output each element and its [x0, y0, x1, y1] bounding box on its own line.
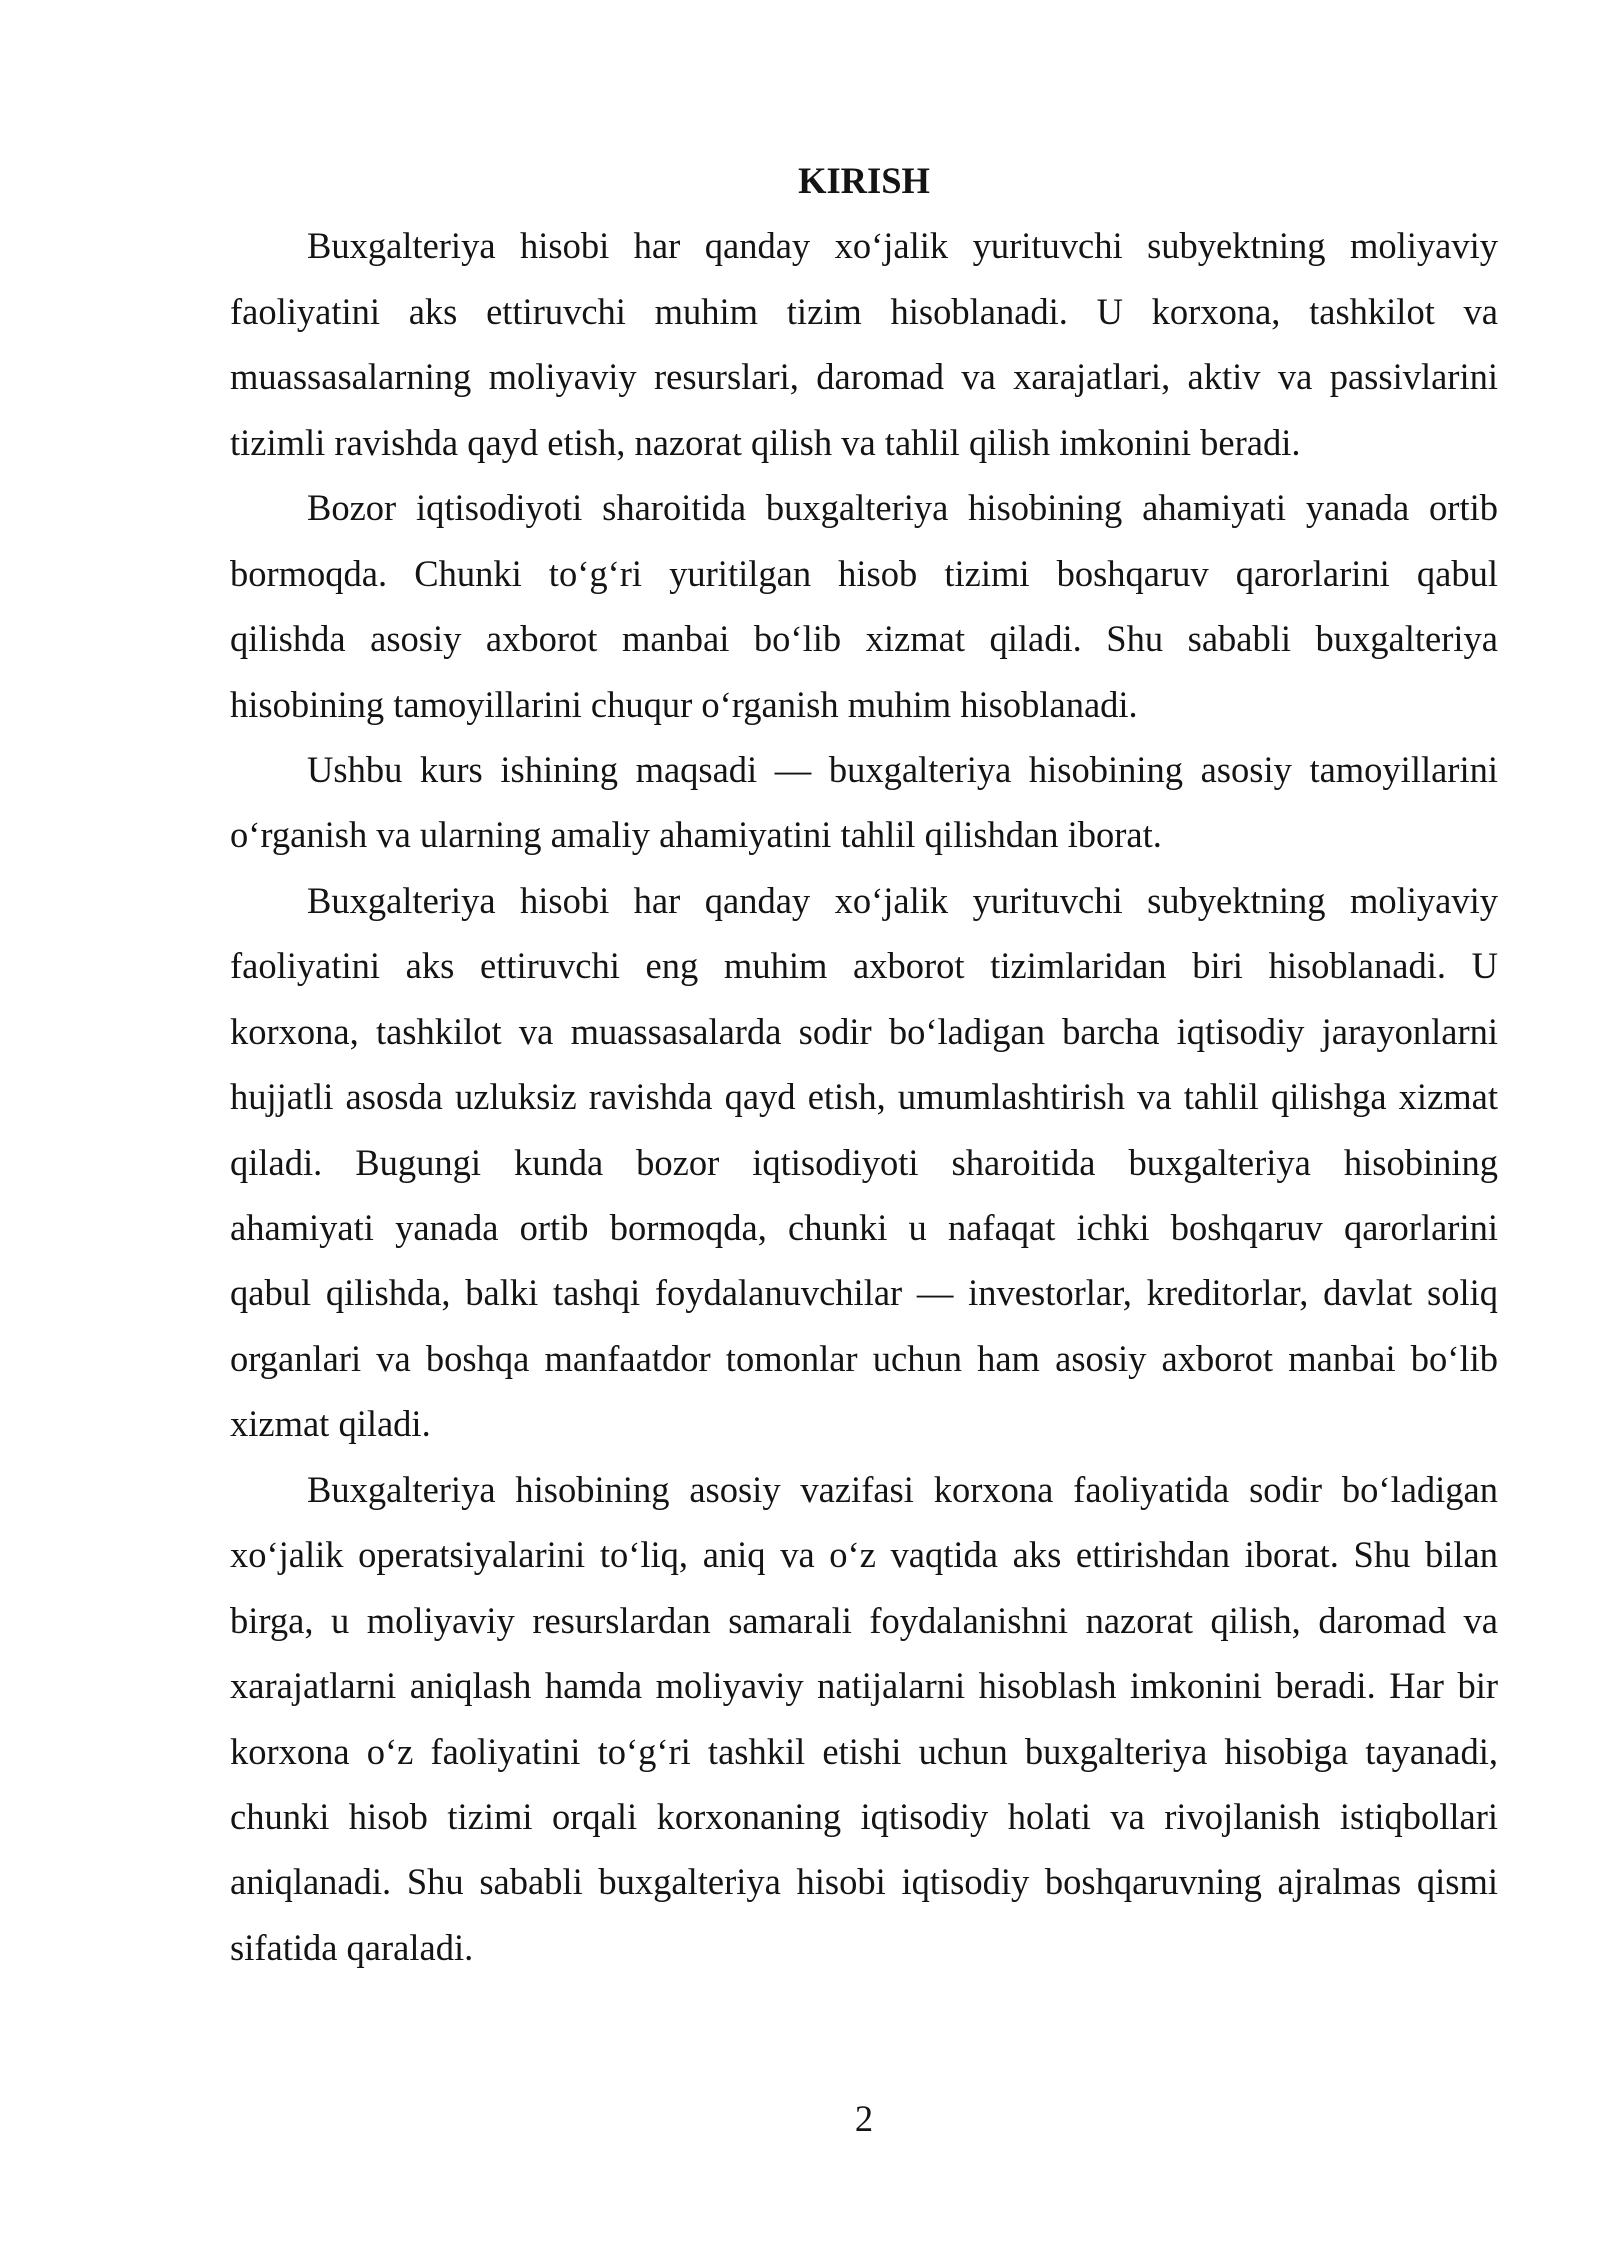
text-line: Ushbu kurs ishining maqsadi — buxgalteriya hisobining asosiy tamoyillarini [307, 748, 1498, 790]
paragraph-4 [230, 868, 1498, 1457]
text-line: organlari va boshqa manfaatdor tomonlar uchun ham asosiy axborot manbai bo‘lib [230, 1337, 1498, 1379]
text-line: Buxgalteriya hisobining asosiy vazifasi korxona faoliyatida sodir bo‘ladigan [307, 1468, 1498, 1510]
text-line: xarajatlarni aniqlash hamda moliyaviy natijalarni hisoblash imkonini beradi. Har bir [230, 1665, 1498, 1707]
paragraph-2 [230, 475, 1498, 737]
paragraph-3 [230, 737, 1498, 868]
text-line: o‘rganish va ularning amaliy ahamiyatini tahlil qilishdan iborat. [230, 814, 1162, 856]
text-line: faoliyatini aks ettiruvchi eng muhim axborot tizimlaridan biri hisoblanadi. U [230, 945, 1498, 987]
text-line: Buxgalteriya hisobi har qanday xo‘jalik yurituvchi subyektning moliyaviy [307, 225, 1498, 267]
page-number: 2 [854, 2098, 874, 2139]
text-line: tizimli ravishda qayd etish, nazorat qilish va tahlil qilish imkonini beradi. [230, 421, 1301, 463]
text-line: qiladi. Bugungi kunda bozor iqtisodiyoti sharoitida buxgalteriya hisobining [230, 1141, 1498, 1183]
page-title: KIRISH [798, 160, 930, 201]
text-line: korxona, tashkilot va muassasalarda sodir bo‘ladigan barcha iqtisodiy jarayonlarni [230, 1010, 1498, 1052]
paragraph-1 [230, 213, 1498, 475]
text-line: hisobining tamoyillarini chuqur o‘rganish muhim hisoblanadi. [230, 683, 1138, 725]
text-line: ahamiyati yanada ortib bormoqda, chunki u nafaqat ichki boshqaruv qarorlarini [230, 1207, 1498, 1248]
text-line: qilishda asosiy axborot manbai bo‘lib xizmat qiladi. Shu sababli buxgalteriya [230, 618, 1498, 660]
text-line: chunki hisob tizimi orqali korxonaning iqtisodiy holati va rivojlanish istiqbollari [230, 1795, 1498, 1837]
text-line: birga, u moliyaviy resurslardan samarali foydalanishni nazorat qilish, daromad va [230, 1599, 1498, 1641]
paragraph-5 [230, 1457, 1498, 1981]
text-line: hujjatli asosda uzluksiz ravishda qayd etish, umumlashtirish va tahlil qilishga xizmat [230, 1076, 1498, 1118]
text-line: sifatida qaraladi. [230, 1926, 474, 1968]
text-line: muassasalarning moliyaviy resurslari, daromad va xarajatlari, aktiv va passivlarini [230, 356, 1498, 398]
text-line: xo‘jalik operatsiyalarini to‘liq, aniq va o‘z vaqtida aks ettirishdan iborat. Shu bilan [230, 1534, 1498, 1576]
document-body [230, 148, 1498, 1980]
text-line: bormoqda. Chunki to‘g‘ri yuritilgan hisob tizimi boshqaruv qarorlarini qabul [230, 552, 1498, 594]
text-line: qabul qilishda, balki tashqi foydalanuvchilar — investorlar, kreditorlar, davlat soliq [230, 1272, 1498, 1314]
text-line: Bozor iqtisodiyoti sharoitida buxgalteriya hisobining ahamiyati yanada ortib [307, 487, 1498, 529]
text-line: faoliyatini aks ettiruvchi muhim tizim hisoblanadi. U korxona, tashkilot va [230, 290, 1498, 332]
text-line: aniqlanadi. Shu sababli buxgalteriya hisobi iqtisodiy boshqaruvning ajralmas qismi [230, 1861, 1498, 1903]
text-line: korxona o‘z faoliyatini to‘g‘ri tashkil etishi uchun buxgalteriya hisobiga tayanadi, [230, 1730, 1498, 1772]
text-line: xizmat qiladi. [230, 1403, 431, 1445]
text-line: Buxgalteriya hisobi har qanday xo‘jalik yurituvchi subyektning moliyaviy [307, 879, 1498, 921]
